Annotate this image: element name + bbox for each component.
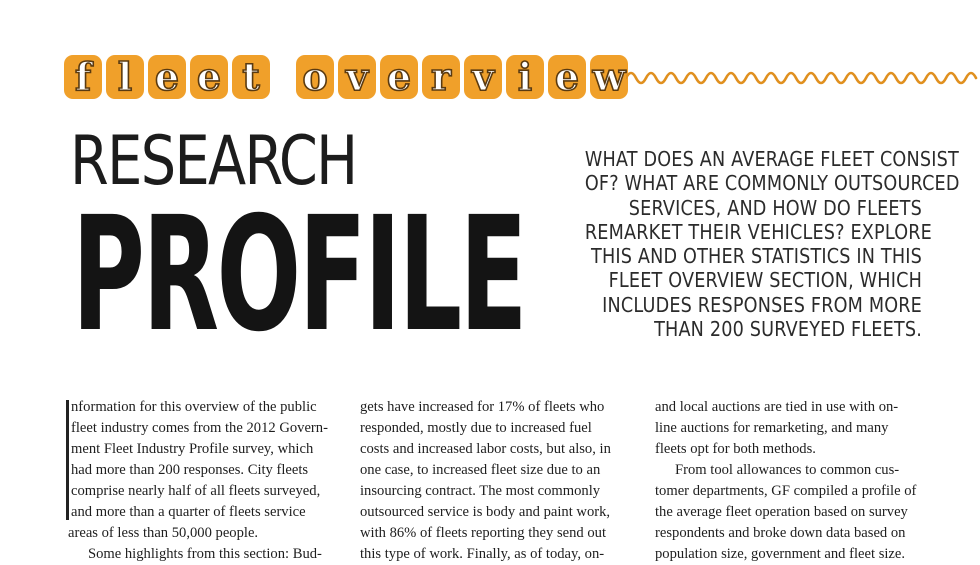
dek-line: THIS AND OTHER STATISTICS IN THIS <box>591 244 922 269</box>
dek-line: FLEET OVERVIEW SECTION, WHICH <box>608 268 922 293</box>
squiggle-rule <box>626 63 980 93</box>
body-line: fleets opt for both methods. <box>655 441 816 457</box>
body-line: one case, to increased fleet size due to an <box>360 462 601 478</box>
banner-tile: o <box>296 55 334 99</box>
banner-tile: w <box>590 55 628 99</box>
body-line: costs and increased labor costs, but also, in <box>360 441 611 457</box>
body-line: Some highlights from this section: Bud- <box>88 546 322 562</box>
body-line: responded, mostly due to increased fuel <box>360 420 592 436</box>
dek-text <box>530 147 960 342</box>
dek-line: OF? WHAT ARE COMMONLY OUTSOURCED <box>584 171 960 196</box>
headline-research: RESEARCH <box>70 122 357 201</box>
banner-tile: v <box>338 55 376 99</box>
body-line: line auctions for remarketing, and many <box>655 420 889 436</box>
banner-tile: e <box>148 55 186 99</box>
body-line: with 86% of fleets reporting they send out <box>360 525 607 541</box>
banner-tile: i <box>506 55 544 99</box>
body-line: this type of work. Finally, as of today, on- <box>360 546 605 562</box>
section-banner <box>64 55 628 101</box>
body-line: From tool allowances to common cus- <box>675 462 900 478</box>
banner-tile: l <box>106 55 144 99</box>
dek-line: SERVICES, AND HOW DO FLEETS <box>628 195 922 220</box>
banner-tile: f <box>64 55 102 99</box>
banner-tile: t <box>232 55 270 99</box>
body-column-3 <box>655 397 923 565</box>
body-line: insourcing contract. The most commonly <box>360 483 601 499</box>
body-line: comprise nearly half of all fleets surveyed, <box>71 483 321 499</box>
banner-tile: v <box>464 55 502 99</box>
dek-line: INCLUDES RESPONSES FROM MORE <box>602 292 922 317</box>
body-line: nformation for this overview of the public <box>71 399 317 415</box>
body-line: the average fleet operation based on survey <box>655 504 908 520</box>
body-line: ment Fleet Industry Profile survey, which <box>71 441 314 457</box>
body-line: and local auctions are tied in use with on- <box>655 399 899 415</box>
body-line: respondents and broke down data based on <box>655 525 906 541</box>
body-line: areas of less than 50,000 people. <box>68 525 259 541</box>
body-column-1 <box>68 397 336 565</box>
banner-tile: e <box>548 55 586 99</box>
body-column-2 <box>360 397 630 565</box>
banner-tile: r <box>422 55 460 99</box>
banner-tile: e <box>190 55 228 99</box>
banner-tile: e <box>380 55 418 99</box>
body-line: population size, government and fleet size. <box>655 546 906 562</box>
body-line: fleet industry comes from the 2012 Govern- <box>71 420 328 436</box>
body-line: tomer departments, GF compiled a profile of <box>655 483 917 499</box>
body-line: had more than 200 responses. City fleets <box>71 462 309 478</box>
body-line: gets have increased for 17% of fleets who <box>360 399 605 415</box>
headline-profile: PROFILE <box>72 183 526 367</box>
body-line: and more than a quarter of fleets service <box>71 504 306 520</box>
body-line: outsourced service is body and paint work, <box>360 504 611 520</box>
dek-line: REMARKET THEIR VEHICLES? EXPLORE <box>584 219 932 244</box>
dek-line: WHAT DOES AN AVERAGE FLEET CONSIST <box>584 147 959 171</box>
dek-line: THAN 200 SURVEYED FLEETS. <box>654 317 922 342</box>
